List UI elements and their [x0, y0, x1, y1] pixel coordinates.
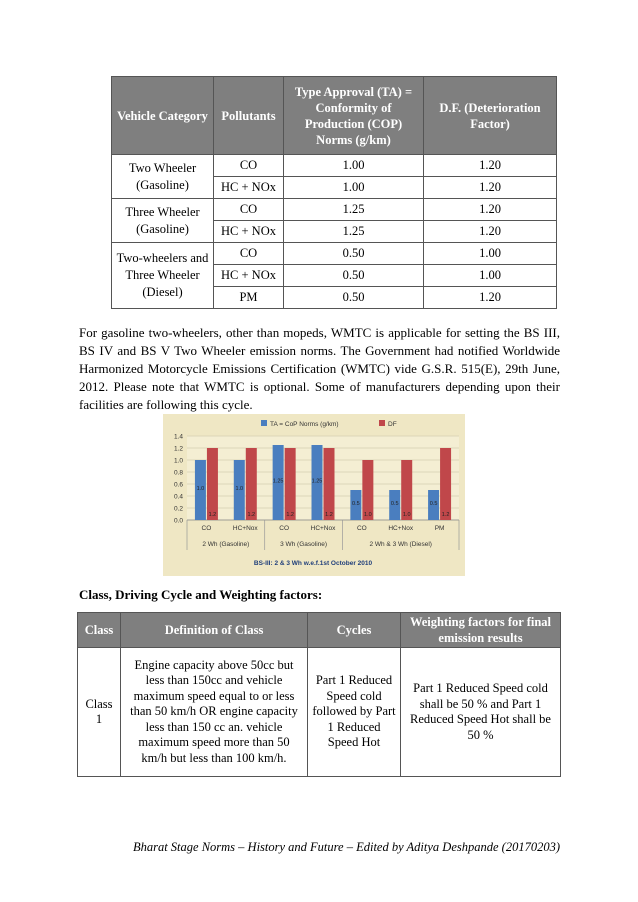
group-label: 2 Wh & 3 Wh (Diesel) — [369, 541, 432, 548]
definition-cell: Engine capacity above 50cc but less than 150cc and vehicle maximum speed equal to or less than 50 km/h OR engine capacity less than 150 cc an. vehicle maximum speed more than 50 km/h but less than 100 km/h. — [121, 648, 308, 777]
pollutant-cell: HC + NOx — [214, 177, 284, 199]
bar-data-label: 1.2 — [247, 512, 256, 518]
x-tick-label: CO — [279, 525, 290, 532]
bar — [440, 448, 451, 520]
bar-data-label: 0.5 — [352, 501, 360, 507]
bar — [207, 448, 218, 520]
y-tick-label: 0.0 — [173, 517, 183, 525]
category-cell: Two-wheelers and Three Wheeler (Diesel) — [112, 243, 214, 309]
header-class: Class — [78, 613, 121, 648]
header-pollutants: Pollutants — [214, 77, 284, 155]
ta-value-cell: 1.25 — [284, 221, 424, 243]
pollutant-cell: CO — [214, 155, 284, 177]
header-cycles: Cycles — [308, 613, 401, 648]
legend-label: DF — [388, 421, 397, 428]
bar — [246, 448, 257, 520]
pollutant-cell: HC + NOx — [214, 221, 284, 243]
x-tick-label: HC+Nox — [232, 525, 258, 532]
ta-value-cell: 1.00 — [284, 177, 424, 199]
df-value-cell: 1.20 — [424, 287, 557, 309]
bar-data-label: 1.25 — [272, 478, 284, 485]
legend-label: TA = CoP Norms (g/km) — [270, 421, 339, 428]
header-deterioration-factor: D.F. (Deterioration Factor) — [424, 77, 557, 155]
y-tick-label: 0.4 — [173, 493, 183, 501]
x-tick-label: HC+Nox — [310, 525, 336, 532]
group-label: 3 Wh (Gasoline) — [280, 541, 328, 548]
pollutant-cell: HC + NOx — [214, 265, 284, 287]
bar-data-label: 1.2 — [325, 512, 333, 518]
legend-swatch — [261, 420, 267, 426]
category-cell: Two Wheeler (Gasoline) — [112, 155, 214, 199]
bar-data-label: 1.2 — [441, 512, 450, 518]
df-value-cell: 1.20 — [424, 177, 557, 199]
bar-data-label: 0.5 — [390, 501, 399, 507]
category-cell: Three Wheeler (Gasoline) — [112, 199, 214, 243]
x-tick-label: CO — [356, 525, 367, 532]
wmtc-paragraph: For gasoline two-wheelers, other than mopeds, WMTC is applicable for setting the BS III, BS IV and BS V Two Wheeler emission norms. The Government had notified Worldwide Harmonized Motorcycle Emissions Certification (WMTC) vide G.S.R. 515(E), 29th June, 2012. Please note that WMTC is optional. Some of manufacturers depending upon their facilities are following this cycle. — [79, 325, 560, 412]
ta-value-cell: 0.50 — [284, 243, 424, 265]
bar-data-label: 1.2 — [286, 512, 294, 518]
pollutant-cell: CO — [214, 243, 284, 265]
y-tick-label: 1.2 — [173, 445, 183, 453]
pollutant-cell: CO — [214, 199, 284, 221]
bar-data-label: 1.0 — [364, 512, 372, 518]
header-vehicle-category: Vehicle Category — [112, 77, 214, 155]
emission-norms-table — [111, 76, 557, 309]
emission-chart — [163, 414, 465, 576]
pollutant-cell: PM — [214, 287, 284, 309]
bar-data-label: 0.5 — [429, 501, 438, 507]
header-weighting-factors: Weighting factors for final emission results — [401, 613, 561, 648]
bar-data-label: 1.2 — [208, 512, 217, 518]
header-definition: Definition of Class — [121, 613, 308, 648]
bar-data-label: 1.0 — [196, 486, 205, 492]
x-tick-label: CO — [201, 525, 212, 532]
df-value-cell: 1.00 — [424, 265, 557, 287]
x-tick-label: HC+Nox — [388, 525, 414, 532]
df-value-cell: 1.20 — [424, 199, 557, 221]
group-label: 2 Wh (Gasoline) — [202, 541, 250, 548]
bar-data-label: 1.25 — [311, 478, 323, 485]
ta-value-cell: 0.50 — [284, 287, 424, 309]
legend-swatch — [379, 420, 385, 426]
weighting-cell: Part 1 Reduced Speed cold shall be 50 % and Part 1 Reduced Speed Hot shall be 50 % — [401, 648, 561, 777]
class-cell: Class 1 — [78, 648, 121, 777]
ta-value-cell: 1.00 — [284, 155, 424, 177]
chart-footnote: BS-III: 2 & 3 Wh w.e.f.1st October 2010 — [253, 560, 373, 567]
ta-value-cell: 0.50 — [284, 265, 424, 287]
bar — [362, 460, 373, 520]
bar — [324, 448, 335, 520]
ta-value-cell: 1.25 — [284, 199, 424, 221]
df-value-cell: 1.20 — [424, 155, 557, 177]
bar — [285, 448, 296, 520]
y-tick-label: 1.0 — [173, 457, 183, 465]
plot-area — [187, 436, 459, 520]
bar — [401, 460, 412, 520]
page-footer: Bharat Stage Norms – History and Future – Edited by Aditya Deshpande (20170203) — [132, 840, 560, 854]
df-value-cell: 1.00 — [424, 243, 557, 265]
y-tick-label: 0.6 — [173, 481, 183, 489]
y-tick-label: 1.4 — [173, 433, 183, 441]
class-table — [77, 612, 561, 777]
x-tick-label: PM — [434, 525, 445, 532]
y-tick-label: 0.2 — [173, 505, 183, 513]
df-value-cell: 1.20 — [424, 221, 557, 243]
header-ta-cop-norms: Type Approval (TA) = Conformity of Production (COP) Norms (g/km) — [284, 77, 424, 155]
bar-data-label: 1.0 — [402, 512, 411, 518]
bar-data-label: 1.0 — [235, 486, 244, 492]
y-tick-label: 0.8 — [173, 469, 183, 477]
cycles-cell: Part 1 Reduced Speed cold followed by Part 1 Reduced Speed Hot — [308, 648, 401, 777]
section-title: Class, Driving Cycle and Weighting factors: — [79, 587, 323, 602]
